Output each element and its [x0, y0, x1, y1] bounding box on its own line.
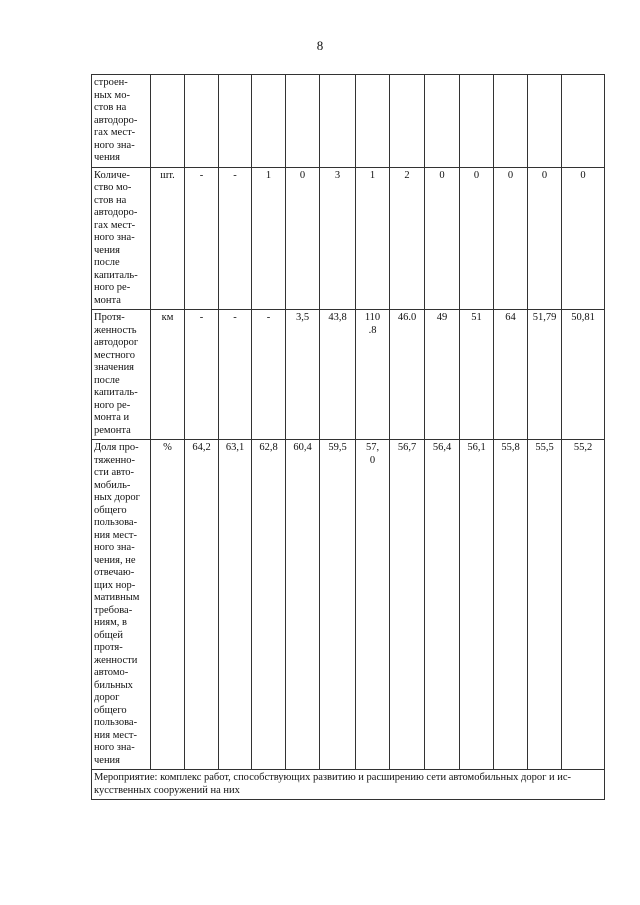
- value-cell: [320, 75, 356, 168]
- cell-text-line: бильных: [94, 679, 133, 691]
- value-cell: -: [185, 167, 219, 310]
- value-cell: 1: [356, 167, 390, 310]
- table-row: [92, 310, 605, 440]
- cell-text-line: чения: [94, 244, 121, 256]
- cell-text-line: сти авто-: [94, 467, 135, 478]
- cell-text-line: ного ре-: [94, 399, 131, 411]
- value-cell: 0: [425, 167, 460, 310]
- value-cell: 43,8: [320, 310, 356, 440]
- cell-text-line: капиталь-: [94, 387, 138, 398]
- cell-text-line: протя-: [94, 642, 123, 653]
- cell-text-line: ного зна-: [94, 742, 135, 753]
- cell-text-line: Протя-: [94, 312, 125, 323]
- value-cell: [390, 75, 425, 168]
- cell-text-line: ных мо-: [94, 89, 130, 101]
- cell-text-line: гах мест-: [94, 219, 136, 231]
- value-cell: 3: [320, 167, 356, 310]
- value-cell: 0: [286, 167, 320, 310]
- cell-text-line: дорог: [94, 692, 120, 703]
- value-cell: 56,7: [390, 440, 425, 770]
- page-number: 8: [316, 38, 324, 53]
- cell-text-line: женность: [94, 324, 137, 336]
- cell-text-line: 0: [369, 454, 376, 466]
- cell-text-line: ство мо-: [94, 182, 132, 193]
- value-cell: [286, 75, 320, 168]
- value-cell: 63,1: [219, 440, 252, 770]
- value-cell: 55,8: [494, 440, 528, 770]
- value-cell: -: [219, 310, 252, 440]
- value-cell: [460, 75, 494, 168]
- note-line: кусственных сооружений на них: [94, 784, 240, 796]
- cell-text-line: пользова-: [94, 717, 138, 728]
- cell-text-line: мативным: [94, 592, 140, 603]
- table-row: [92, 167, 605, 310]
- cell-text-line: автодоро-: [94, 114, 138, 126]
- cell-text-line: ния мест-: [94, 529, 138, 541]
- unit-cell: шт.: [151, 167, 185, 310]
- cell-text-line: ного ре-: [94, 282, 131, 293]
- cell-text-line: стов на: [94, 194, 127, 206]
- value-cell: [562, 75, 605, 168]
- cell-text-line: монта и: [94, 412, 130, 423]
- indicator-label: [92, 310, 151, 440]
- value-cell: [252, 75, 286, 168]
- cell-text-line: строен-: [94, 77, 128, 88]
- table-row: [92, 770, 605, 800]
- value-cell: 55,5: [528, 440, 562, 770]
- cell-text-line: монта: [94, 294, 121, 306]
- cell-text-line: после: [94, 257, 120, 268]
- value-cell: -: [185, 310, 219, 440]
- cell-text-line: автодорог: [94, 337, 139, 348]
- value-cell: 46.0: [390, 310, 425, 440]
- value-cell: 3,5: [286, 310, 320, 440]
- cell-text-line: значения: [94, 362, 135, 373]
- table-row: [92, 440, 605, 770]
- cell-text-line: после: [94, 374, 120, 386]
- cell-text-line: щих нор-: [94, 579, 136, 591]
- cell-text-line: ного зна-: [94, 232, 135, 243]
- cell-text-line: требова-: [94, 604, 133, 616]
- cell-text-line: ниям, в: [94, 617, 127, 628]
- activity-note: [92, 770, 605, 800]
- cell-text-line: общего: [94, 704, 127, 716]
- cell-text-line: мобиль-: [94, 479, 131, 491]
- value-cell: 60,4: [286, 440, 320, 770]
- cell-text-line: Количе-: [94, 169, 130, 181]
- cell-text-line: ных дорог: [94, 492, 140, 503]
- data-table: [91, 74, 605, 800]
- value-cell: 51: [460, 310, 494, 440]
- cell-text-line: общего: [94, 504, 127, 516]
- value-cell: [356, 440, 390, 770]
- cell-text-line: тяженно-: [94, 454, 136, 466]
- value-cell: [425, 75, 460, 168]
- cell-text-line: пользова-: [94, 517, 138, 528]
- cell-text-line: местного: [94, 349, 135, 361]
- value-cell: 64,2: [185, 440, 219, 770]
- unit-cell: %: [151, 440, 185, 770]
- cell-text-line: чения: [94, 152, 121, 163]
- value-cell: 55,2: [562, 440, 605, 770]
- cell-text-line: ния мест-: [94, 729, 138, 741]
- value-cell: 0: [460, 167, 494, 310]
- value-cell: 0: [494, 167, 528, 310]
- value-cell: 62,8: [252, 440, 286, 770]
- value-cell: -: [219, 167, 252, 310]
- cell-text-line: ремонта: [94, 424, 131, 436]
- cell-text-line: стов на: [94, 102, 127, 113]
- value-cell: 50,81: [562, 310, 605, 440]
- table-row: [92, 75, 605, 168]
- cell-text-line: Доля про-: [94, 442, 139, 453]
- cell-text-line: гах мест-: [94, 127, 136, 138]
- value-cell: [219, 75, 252, 168]
- cell-text-line: ного зна-: [94, 139, 135, 151]
- cell-text-line: 110: [364, 312, 381, 323]
- value-cell: 1: [252, 167, 286, 310]
- indicator-label: [92, 167, 151, 310]
- cell-text-line: чения: [94, 754, 121, 766]
- value-cell: 0: [528, 167, 562, 310]
- value-cell: 0: [562, 167, 605, 310]
- unit-cell: [151, 75, 185, 168]
- value-cell: [494, 75, 528, 168]
- cell-text-line: общей: [94, 629, 123, 641]
- value-cell: 56,1: [460, 440, 494, 770]
- value-cell: [356, 310, 390, 440]
- value-cell: [356, 75, 390, 168]
- value-cell: [185, 75, 219, 168]
- value-cell: 59,5: [320, 440, 356, 770]
- cell-text-line: капиталь-: [94, 269, 138, 281]
- value-cell: 51,79: [528, 310, 562, 440]
- cell-text-line: автомо-: [94, 667, 129, 678]
- unit-cell: км: [151, 310, 185, 440]
- indicator-label: [92, 75, 151, 168]
- cell-text-line: женности: [94, 654, 138, 666]
- cell-text-line: отвечаю-: [94, 567, 135, 578]
- cell-text-line: .8: [368, 324, 377, 336]
- cell-text-line: чения, не: [94, 554, 136, 566]
- note-line: Мероприятие: комплекс работ, способствующих развитию и расширению сети автомобильных дорог и ис-: [94, 772, 572, 783]
- value-cell: 2: [390, 167, 425, 310]
- value-cell: 64: [494, 310, 528, 440]
- cell-text-line: автодоро-: [94, 207, 138, 218]
- cell-text-line: 57,: [365, 442, 380, 453]
- cell-text-line: ного зна-: [94, 542, 135, 553]
- value-cell: [528, 75, 562, 168]
- value-cell: -: [252, 310, 286, 440]
- value-cell: 49: [425, 310, 460, 440]
- value-cell: 56,4: [425, 440, 460, 770]
- indicator-label: [92, 440, 151, 770]
